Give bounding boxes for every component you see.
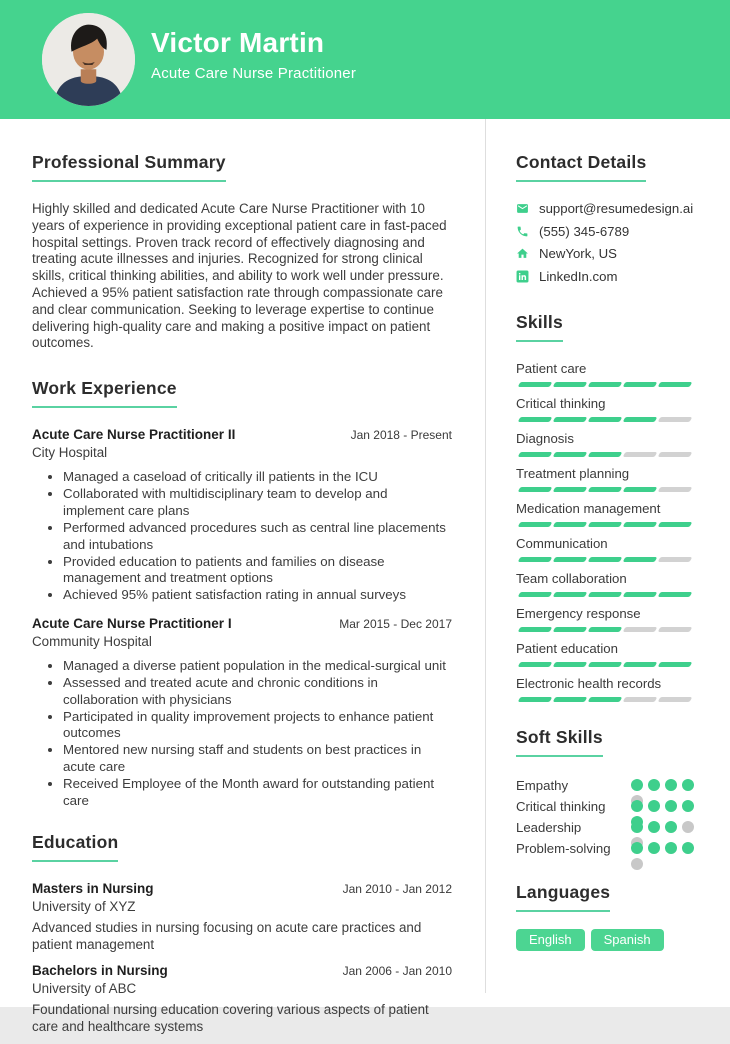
soft-skill-dots [631, 842, 694, 870]
linkedin-icon [516, 270, 529, 283]
skill-bar-segment [658, 557, 692, 562]
skill-bar-segment [623, 452, 657, 457]
education-period: Jan 2006 - Jan 2010 [342, 963, 452, 978]
resume-body [0, 119, 730, 1044]
summary-text: Highly skilled and dedicated Acute Care Nurse Practitioner with 10 years of experience in providing exceptional patient care in fast-paced hospital settings. Proven track record of effectively diagnosing and treating acute illnesses and injuries. Recognized for strong clinical skills, critical thinking abilities, and ability to work well under pressure. Achieved a 95% patient satisfaction rate through compassionate care and clear communication. Seeking to leverage expertise to continue delivering high-quality care and making a positive impact on patient outcomes. [32, 201, 447, 351]
skill-rating-bar [516, 417, 694, 422]
soft-skill-item [516, 797, 694, 818]
profile-photo [42, 13, 135, 106]
skill-bar-segment [658, 382, 692, 387]
skill-bar-segment [658, 452, 692, 457]
skill-bar-segment [553, 452, 587, 457]
skill-bar-segment [623, 487, 657, 492]
rating-dot [682, 800, 694, 812]
section-heading-contact-details: Contact Details [516, 152, 646, 182]
skill-bar-segment [658, 487, 692, 492]
skill-bar-segment [553, 417, 587, 422]
education-period: Jan 2010 - Jan 2012 [342, 882, 452, 897]
rating-dot [682, 779, 694, 791]
skill-item [516, 431, 694, 457]
skill-item [516, 606, 694, 632]
skill-label: Electronic health records [516, 675, 662, 691]
rating-dot [682, 842, 694, 854]
skill-bar-segment [553, 487, 587, 492]
skill-bar-segment [658, 662, 692, 667]
skill-item [516, 396, 694, 422]
skill-bar-segment [518, 522, 552, 527]
rating-dot [648, 821, 660, 833]
education-entry [32, 881, 452, 954]
contact-text: NewYork, US [539, 246, 617, 261]
skill-bar-segment [518, 627, 552, 632]
skill-bar-segment [518, 382, 552, 387]
job-header-row [32, 616, 452, 631]
job-company: Community Hospital [32, 633, 152, 649]
rating-dot [665, 800, 677, 812]
education-header-row [32, 881, 452, 896]
skill-bar-segment [588, 627, 622, 632]
avatar [42, 13, 135, 106]
job-bullet: • Provided education to patients and families on disease management and treatment options [63, 554, 452, 587]
email-icon [516, 202, 529, 215]
skill-bar-segment [553, 592, 587, 597]
soft-skill-item [516, 776, 694, 797]
phone-icon [516, 225, 529, 238]
person-job-title: Acute Care Nurse Practitioner [151, 65, 357, 82]
job-bullet-list [32, 658, 452, 809]
school-name: University of ABC [32, 980, 137, 996]
education-entry [32, 963, 452, 1036]
job-bullet: • Achieved 95% patient satisfaction rating in annual surveys [63, 587, 452, 604]
skill-bar-segment [553, 662, 587, 667]
skill-rating-bar [516, 452, 694, 457]
job-bullet: • Managed a diverse patient population in the medical-surgical unit [63, 658, 452, 675]
language-pill: Spanish [591, 929, 664, 951]
rating-dot [665, 842, 677, 854]
contact-item [516, 246, 694, 261]
job-company: City Hospital [32, 445, 108, 461]
skill-bar-segment [518, 557, 552, 562]
job-entry [32, 427, 452, 604]
skill-bar-segment [588, 697, 622, 702]
skill-item [516, 501, 694, 527]
rating-dot [631, 821, 643, 833]
education-list [32, 881, 452, 1035]
person-name: Victor Martin [151, 27, 325, 58]
column-divider [485, 119, 486, 993]
section-heading-skills: Skills [516, 312, 563, 342]
contact-list [516, 201, 694, 284]
skill-bar-segment [658, 697, 692, 702]
rating-dot [665, 779, 677, 791]
job-bullet-list [32, 469, 452, 604]
job-header-row [32, 427, 452, 442]
skill-item [516, 571, 694, 597]
skill-rating-bar [516, 382, 694, 387]
job-bullet: • Managed a caseload of critically ill patients in the ICU [63, 469, 452, 486]
section-heading-work-experience: Work Experience [32, 378, 177, 408]
skill-bar-segment [588, 662, 622, 667]
soft-skill-label: Critical thinking [516, 798, 606, 814]
skill-bar-segment [658, 522, 692, 527]
section-heading-education: Education [32, 832, 118, 862]
section-heading-professional-summary: Professional Summary [32, 152, 226, 182]
rating-dot [631, 842, 643, 854]
job-bullet: • Performed advanced procedures such as central line placements and intubations [63, 520, 452, 553]
skill-bar-segment [588, 452, 622, 457]
rating-dot [631, 800, 643, 812]
skill-bar-segment [518, 417, 552, 422]
skill-rating-bar [516, 522, 694, 527]
skill-bar-segment [588, 417, 622, 422]
skill-label: Medication management [516, 500, 661, 516]
main-column [32, 152, 452, 1044]
skill-rating-bar [516, 697, 694, 702]
skill-bar-segment [623, 417, 657, 422]
resume-header [0, 0, 730, 119]
skill-rating-bar [516, 557, 694, 562]
skill-label: Patient education [516, 640, 618, 656]
skill-rating-bar [516, 592, 694, 597]
contact-item [516, 224, 694, 239]
soft-skills-list [516, 776, 694, 860]
skill-label: Critical thinking [516, 395, 606, 411]
rating-dot [648, 800, 660, 812]
skill-bar-segment [658, 592, 692, 597]
skill-bar-segment [553, 627, 587, 632]
contact-text: (555) 345-6789 [539, 223, 630, 239]
skill-bar-segment [623, 557, 657, 562]
soft-skill-item [516, 839, 694, 860]
skill-bar-segment [623, 662, 657, 667]
rating-dot [648, 842, 660, 854]
skill-bar-segment [588, 592, 622, 597]
contact-item [516, 269, 694, 284]
skill-item [516, 466, 694, 492]
languages-list [516, 929, 694, 951]
skill-bar-segment [588, 487, 622, 492]
home-icon [516, 247, 529, 260]
education-description: Foundational nursing education covering various aspects of patient care and healthcare systems [32, 1001, 429, 1034]
degree-title: Bachelors in Nursing [32, 962, 168, 978]
skill-label: Team collaboration [516, 570, 627, 586]
skill-bar-segment [518, 592, 552, 597]
skill-bar-segment [518, 487, 552, 492]
skill-bar-segment [623, 382, 657, 387]
sidebar-column [516, 152, 694, 1044]
rating-dot [631, 858, 643, 870]
skill-bar-segment [623, 522, 657, 527]
skill-item [516, 536, 694, 562]
skill-label: Communication [516, 535, 608, 551]
job-bullet: • Participated in quality improvement projects to enhance patient outcomes [63, 709, 452, 742]
job-title: Acute Care Nurse Practitioner I [32, 615, 232, 631]
skill-label: Diagnosis [516, 430, 574, 446]
degree-title: Masters in Nursing [32, 881, 154, 897]
soft-skill-label: Leadership [516, 819, 582, 835]
education-description: Advanced studies in nursing focusing on acute care practices and patient management [32, 920, 422, 953]
skill-bar-segment [588, 382, 622, 387]
skill-bar-segment [518, 452, 552, 457]
rating-dot [665, 821, 677, 833]
job-title: Acute Care Nurse Practitioner II [32, 427, 236, 443]
skill-item [516, 676, 694, 702]
skill-label: Patient care [516, 360, 587, 376]
skill-bar-segment [553, 697, 587, 702]
job-entry [32, 616, 452, 809]
job-bullet: • Assessed and treated acute and chronic conditions in collaboration with physicians [63, 675, 452, 708]
rating-dot [682, 821, 694, 833]
education-header-row [32, 963, 452, 978]
contact-text: LinkedIn.com [539, 268, 618, 284]
job-list [32, 427, 452, 809]
skill-rating-bar [516, 627, 694, 632]
skill-bar-segment [518, 662, 552, 667]
skill-label: Treatment planning [516, 465, 630, 481]
job-period: Jan 2018 - Present [350, 428, 452, 443]
skill-item [516, 641, 694, 667]
skills-list [516, 361, 694, 702]
skill-bar-segment [623, 627, 657, 632]
soft-skill-item [516, 818, 694, 839]
skill-bar-segment [658, 417, 692, 422]
skill-item [516, 361, 694, 387]
soft-skill-label: Empathy [516, 777, 569, 793]
skill-bar-segment [553, 557, 587, 562]
soft-skill-label: Problem-solving [516, 840, 611, 856]
skill-bar-segment [623, 592, 657, 597]
job-bullet: • Mentored new nursing staff and students on best practices in acute care [63, 742, 452, 775]
language-pill: English [516, 929, 585, 951]
job-bullet: • Received Employee of the Month award for outstanding patient care [63, 776, 452, 809]
job-period: Mar 2015 - Dec 2017 [339, 616, 452, 631]
skill-bar-segment [658, 627, 692, 632]
skill-rating-bar [516, 487, 694, 492]
skill-bar-segment [553, 522, 587, 527]
skill-label: Emergency response [516, 605, 641, 621]
skill-rating-bar [516, 662, 694, 667]
section-heading-soft-skills: Soft Skills [516, 727, 603, 757]
skill-bar-segment [588, 557, 622, 562]
skill-bar-segment [518, 697, 552, 702]
contact-text: support@resumedesign.ai [539, 201, 694, 216]
section-heading-languages: Languages [516, 882, 610, 912]
skill-bar-segment [588, 522, 622, 527]
rating-dot [631, 779, 643, 791]
skill-bar-segment [623, 697, 657, 702]
school-name: University of XYZ [32, 899, 136, 915]
rating-dot [648, 779, 660, 791]
contact-item [516, 201, 694, 216]
job-bullet: • Collaborated with multidisciplinary team to develop and implement care plans [63, 486, 452, 519]
skill-bar-segment [553, 382, 587, 387]
